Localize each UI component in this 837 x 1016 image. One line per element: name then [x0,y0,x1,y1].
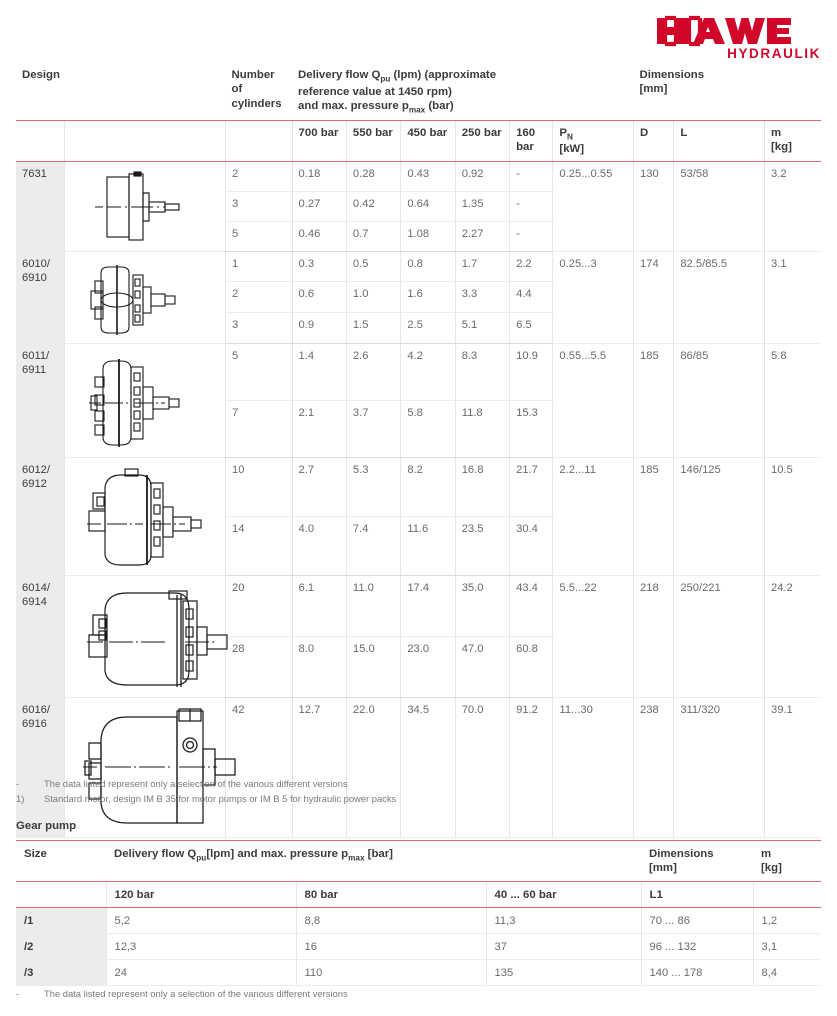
gear-subheader-size-blank [16,881,106,907]
radial-pump-body [16,161,821,837]
cell-250bar: 70.0 [455,697,509,837]
design-label: 7631 [16,161,64,251]
design-label: 6010/ 6910 [16,251,64,343]
cell-160bar: - [510,221,553,251]
cell-pn: 0.55...5.5 [553,343,634,457]
cell-mass: 8,4 [753,960,821,986]
cell-cylinders: 5 [226,343,292,400]
cell-550bar: 1.5 [346,312,400,343]
cell-120bar: 5,2 [106,908,296,934]
gear-subheader-80bar: 80 bar [296,881,486,907]
cell-l: 86/85 [674,343,765,457]
table-row [16,457,821,516]
table-header-main [16,60,821,120]
table-row [16,251,821,282]
hawe-logo-svg [649,14,821,60]
gear-header-flow: Delivery flow $Q_{pu}[lpm]$ and max. pressure $p_{max}$ [bar] [106,841,641,882]
cell-40-60bar: 11,3 [486,908,641,934]
cell-160bar: 10.9 [510,343,553,400]
cell-160bar: 43.4 [510,575,553,636]
cell-700bar: 12.7 [292,697,346,837]
cell-40-60bar: 135 [486,960,641,986]
cell-450bar: 5.8 [401,400,455,457]
gear-subheader-40-60bar: 40 ... 60 bar [486,881,641,907]
header-mass-spacer [764,60,821,120]
cell-700bar: 4.0 [292,516,346,575]
cell-cylinders: 1 [226,251,292,282]
cell-450bar: 8.2 [401,457,455,516]
table-header-sub [16,120,821,161]
cell-mass: 3,1 [753,934,821,960]
cell-250bar: 11.8 [455,400,509,457]
table-row [16,343,821,400]
cell-cylinders: 3 [226,191,292,221]
cell-450bar: 11.6 [401,516,455,575]
cell-550bar: 0.7 [346,221,400,251]
cell-120bar: 12,3 [106,934,296,960]
radial-pump-table-wrap [16,60,821,838]
cell-160bar: 30.4 [510,516,553,575]
cell-450bar: 1.08 [401,221,455,251]
gear-pump-footnotes [16,987,348,1002]
cell-250bar: 23.5 [455,516,509,575]
subheader-d: D [634,120,674,161]
radial-pump-table [16,60,821,838]
cell-250bar: 5.1 [455,312,509,343]
cell-700bar: 0.6 [292,282,346,313]
product-drawing-cell [64,575,225,697]
cell-cylinders: 28 [226,636,292,697]
cell-700bar: 0.18 [292,161,346,191]
cell-700bar: 1.4 [292,343,346,400]
subheader-550bar: 550 bar [346,120,400,161]
design-label: 6016/ 6916 [16,697,64,837]
design-label: 6011/ 6911 [16,343,64,457]
cell-cylinders: 2 [226,161,292,191]
cell-cylinders: 14 [226,516,292,575]
gear-pump-table-wrap [16,840,821,986]
cell-250bar: 16.8 [455,457,509,516]
cell-pn: 11...30 [553,697,634,837]
table-row [16,697,821,837]
cell-550bar: 7.4 [346,516,400,575]
cell-l: 311/320 [674,697,765,837]
header-pn-spacer [553,60,634,120]
gear-header-dimensions: Dimensions [mm] [641,841,753,882]
cell-cylinders: 7 [226,400,292,457]
cell-cylinders: 5 [226,221,292,251]
cell-size: /2 [16,934,106,960]
cell-pn: 5.5...22 [553,575,634,697]
footnote-text: The data listed represent only a selection of the various different versions [44,778,348,789]
cell-550bar: 11.0 [346,575,400,636]
cell-450bar: 23.0 [401,636,455,697]
cell-d: 130 [634,161,674,251]
header-cylinders: Number of cylinders [226,60,292,120]
cell-l: 53/58 [674,161,765,251]
cell-80bar: 110 [296,960,486,986]
cell-700bar: 0.3 [292,251,346,282]
cell-250bar: 35.0 [455,575,509,636]
gear-pump-body [16,908,821,986]
gear-header-size: Size [16,841,106,882]
logo-subtitle: HYDRAULIK [727,46,821,60]
cell-550bar: 0.42 [346,191,400,221]
pump-6011-drawing [79,353,237,453]
gear-pump-table [16,840,821,986]
footnote-text: Standard motor, design IM B 35 for motor pumps or IM B 5 for hydraulic power packs [44,792,397,804]
radial-pump-footnotes [16,777,396,806]
cell-d: 238 [634,697,674,837]
cell-l: 250/221 [674,575,765,697]
cell-l: 146/125 [674,457,765,575]
cell-80bar: 16 [296,934,486,960]
footnote-marker: 1) [16,792,25,804]
cell-700bar: 0.27 [292,191,346,221]
hawe-logo [649,14,821,60]
cell-pn: 0.25...0.55 [553,161,634,251]
table-row [16,161,821,191]
footnote [16,777,396,792]
footnote-marker: - [16,988,20,999]
footnote [16,792,396,807]
cell-550bar: 0.28 [346,161,400,191]
subheader-pn: $P_N$ [kW] [553,120,634,161]
cell-450bar: 17.4 [401,575,455,636]
table-row [16,934,821,960]
header-design: Design [16,60,226,120]
cell-mass: 1,2 [753,908,821,934]
cell-d: 174 [634,251,674,343]
pump-6012-drawing [79,467,237,571]
cell-80bar: 8,8 [296,908,486,934]
cell-160bar: 15.3 [510,400,553,457]
cell-160bar: 91.2 [510,697,553,837]
cell-700bar: 8.0 [292,636,346,697]
cell-size: /3 [16,960,106,986]
gear-header-mass: m [kg] [753,841,821,882]
design-label: 6014/ 6914 [16,575,64,697]
cell-cylinders: 10 [226,457,292,516]
cell-550bar: 5.3 [346,457,400,516]
cell-160bar: - [510,161,553,191]
table-row [16,908,821,934]
cell-l: 82.5/85.5 [674,251,765,343]
cell-mass: 24.2 [764,575,821,697]
cell-550bar: 3.7 [346,400,400,457]
cell-l1: 70 ... 86 [641,908,753,934]
footnote [16,987,348,1002]
cell-550bar: 22.0 [346,697,400,837]
cell-160bar: 2.2 [510,251,553,282]
cell-160bar: 60.8 [510,636,553,697]
cell-450bar: 1.6 [401,282,455,313]
cell-550bar: 15.0 [346,636,400,697]
cell-d: 185 [634,457,674,575]
pump-6014-drawing [79,585,237,693]
product-drawing-cell [64,161,225,251]
cell-250bar: 0.92 [455,161,509,191]
cell-160bar: 6.5 [510,312,553,343]
cell-d: 185 [634,343,674,457]
cell-mass: 39.1 [764,697,821,837]
cell-550bar: 0.5 [346,251,400,282]
header-delivery-flow: Delivery flow $Q_{pu}$ (lpm) (approximate reference value at 1450 rpm) and max. pressure $p_{max}$ (bar) [292,60,553,120]
subheader-mass: m [kg] [764,120,821,161]
subheader-image-blank [64,120,225,161]
cell-550bar: 1.0 [346,282,400,313]
cell-cylinders: 20 [226,575,292,636]
gear-pump-title: Gear pump [16,820,77,832]
subheader-160bar: 160 bar [510,120,553,161]
cell-pn: 2.2...11 [553,457,634,575]
cell-250bar: 2.27 [455,221,509,251]
gear-subheader-120bar: 120 bar [106,881,296,907]
gear-header-sub [16,881,821,907]
cell-250bar: 1.7 [455,251,509,282]
gear-header-main [16,841,821,882]
product-drawing-cell [64,457,225,575]
pump-6010-drawing [79,261,237,339]
subheader-450bar: 450 bar [401,120,455,161]
cell-450bar: 0.8 [401,251,455,282]
cell-700bar: 0.46 [292,221,346,251]
table-row [16,960,821,986]
pump-6016-drawing [79,707,237,833]
cell-160bar: 4.4 [510,282,553,313]
cell-l1: 140 ... 178 [641,960,753,986]
product-drawing-cell [64,343,225,457]
cell-mass: 3.2 [764,161,821,251]
table-row [16,575,821,636]
gear-subheader-l1: L1 [641,881,753,907]
cell-mass: 10.5 [764,457,821,575]
header-dimensions: Dimensions [mm] [634,60,765,120]
cell-250bar: 8.3 [455,343,509,400]
cell-250bar: 47.0 [455,636,509,697]
cell-450bar: 34.5 [401,697,455,837]
cell-l1: 96 ... 132 [641,934,753,960]
cell-450bar: 0.64 [401,191,455,221]
cell-700bar: 2.7 [292,457,346,516]
cell-160bar: - [510,191,553,221]
cell-160bar: 21.7 [510,457,553,516]
cell-cylinders: 2 [226,282,292,313]
cell-450bar: 2.5 [401,312,455,343]
subheader-250bar: 250 bar [455,120,509,161]
subheader-cylinders-blank [226,120,292,161]
footnote-marker: - [16,778,20,789]
cell-700bar: 6.1 [292,575,346,636]
cell-700bar: 2.1 [292,400,346,457]
cell-mass: 5.8 [764,343,821,457]
subheader-700bar: 700 bar [292,120,346,161]
cell-pn: 0.25...3 [553,251,634,343]
cell-250bar: 3.3 [455,282,509,313]
cell-size: /1 [16,908,106,934]
pump-7631-drawing [79,171,237,247]
cell-250bar: 1.35 [455,191,509,221]
cell-450bar: 0.43 [401,161,455,191]
cell-450bar: 4.2 [401,343,455,400]
subheader-l: L [674,120,765,161]
footnote-text: The data listed represent only a selection of the various different versions [44,988,348,999]
cell-cylinders: 3 [226,312,292,343]
cell-40-60bar: 37 [486,934,641,960]
cell-d: 218 [634,575,674,697]
product-drawing-cell [64,697,225,837]
cell-120bar: 24 [106,960,296,986]
cell-700bar: 0.9 [292,312,346,343]
product-drawing-cell [64,251,225,343]
gear-subheader-mass-blank [753,881,821,907]
cell-cylinders: 42 [226,697,292,837]
subheader-design-blank [16,120,64,161]
cell-550bar: 2.6 [346,343,400,400]
design-label: 6012/ 6912 [16,457,64,575]
cell-mass: 3.1 [764,251,821,343]
